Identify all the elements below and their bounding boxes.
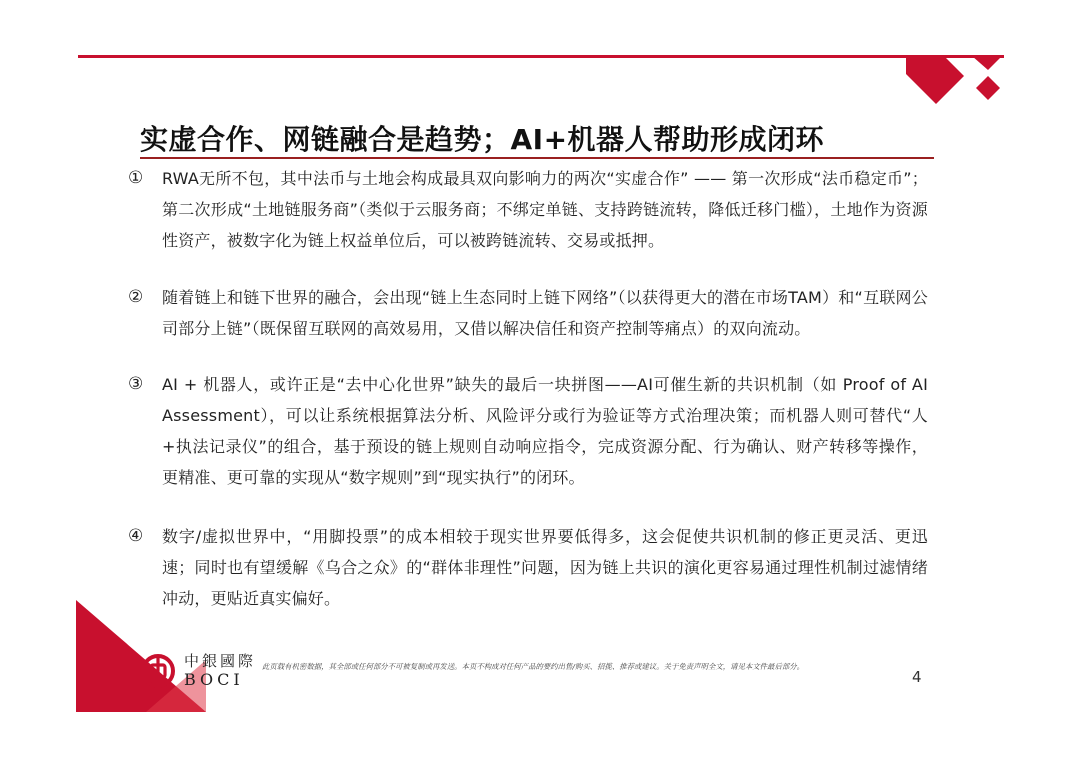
top-red-rule (78, 55, 1004, 58)
point-number: ② (128, 287, 144, 307)
disclaimer-text: 此页载有机密数据，其全部或任何部分不可被复制或再发送。本页不构成对任何产品的要约出售/购买、招揽、推荐或建议。关于免责声明全文，请见本文件最后部分。 (262, 662, 805, 671)
corner-diamond-decoration-icon (906, 48, 1010, 110)
bank-of-china-logo-icon (140, 653, 176, 689)
page-number: 4 (912, 668, 922, 686)
title-underline (140, 157, 934, 159)
list-item (128, 521, 928, 614)
point-text: 数字/虚拟世界中，“用脚投票”的成本相较于现实世界要低得多，这会促使共识机制的修正更灵活、更迅速；同时也有望缓解《乌合之众》的“群体非理性”问题，因为链上共识的演化更容易通过理性机制过滤情绪冲动，更贴近真实偏好。 (162, 527, 928, 608)
logo-english-name: BOCI (184, 670, 244, 689)
point-text: RWA无所不包，其中法币与土地会构成最具双向影响力的两次“实虚合作” —— 第一次形成“法币稳定币”；第二次形成“土地链服务商”（类似于云服务商；不绑定单链、支持跨链流转，降低迁移门槛），土地作为资源性资产，被数字化为链上权益单位后，可以被跨链流转、交易或抵押。 (162, 169, 928, 250)
point-text: 随着链上和链下世界的融合，会出现“链上生态同时上链下网络”（以获得更大的潜在市场TAM）和“互联网公司部分上链”（既保留互联网的高效易用，又借以解决信任和资产控制等痛点）的双向流动。 (162, 288, 928, 338)
list-item (128, 369, 928, 493)
point-number: ① (128, 168, 144, 188)
list-item (128, 163, 928, 256)
points-list (128, 163, 928, 614)
point-number: ③ (128, 374, 144, 394)
point-text: AI + 机器人，或许正是“去中心化世界”缺失的最后一块拼图——AI可催生新的共识机制（如 Proof of AI Assessment），可以让系统根据算法分析、风险评分或行为验证等方式治理决策；而机器人则可替代“人+执法记录仪”的组合，基于预设的链上规则自动响应指令，完成资源分配、行为确认、财产转移等操作，更精准、更可靠的实现从“数字规则”到“现实执行”的闭环。 (162, 375, 928, 487)
logo-text (184, 652, 256, 690)
boci-logo (140, 652, 256, 690)
logo-chinese-name: 中銀國際 (184, 652, 257, 670)
list-item (128, 282, 928, 344)
point-number: ④ (128, 526, 144, 546)
slide-title: 实虚合作、网链融合是趋势；AI+机器人帮助形成闭环 (140, 123, 825, 156)
